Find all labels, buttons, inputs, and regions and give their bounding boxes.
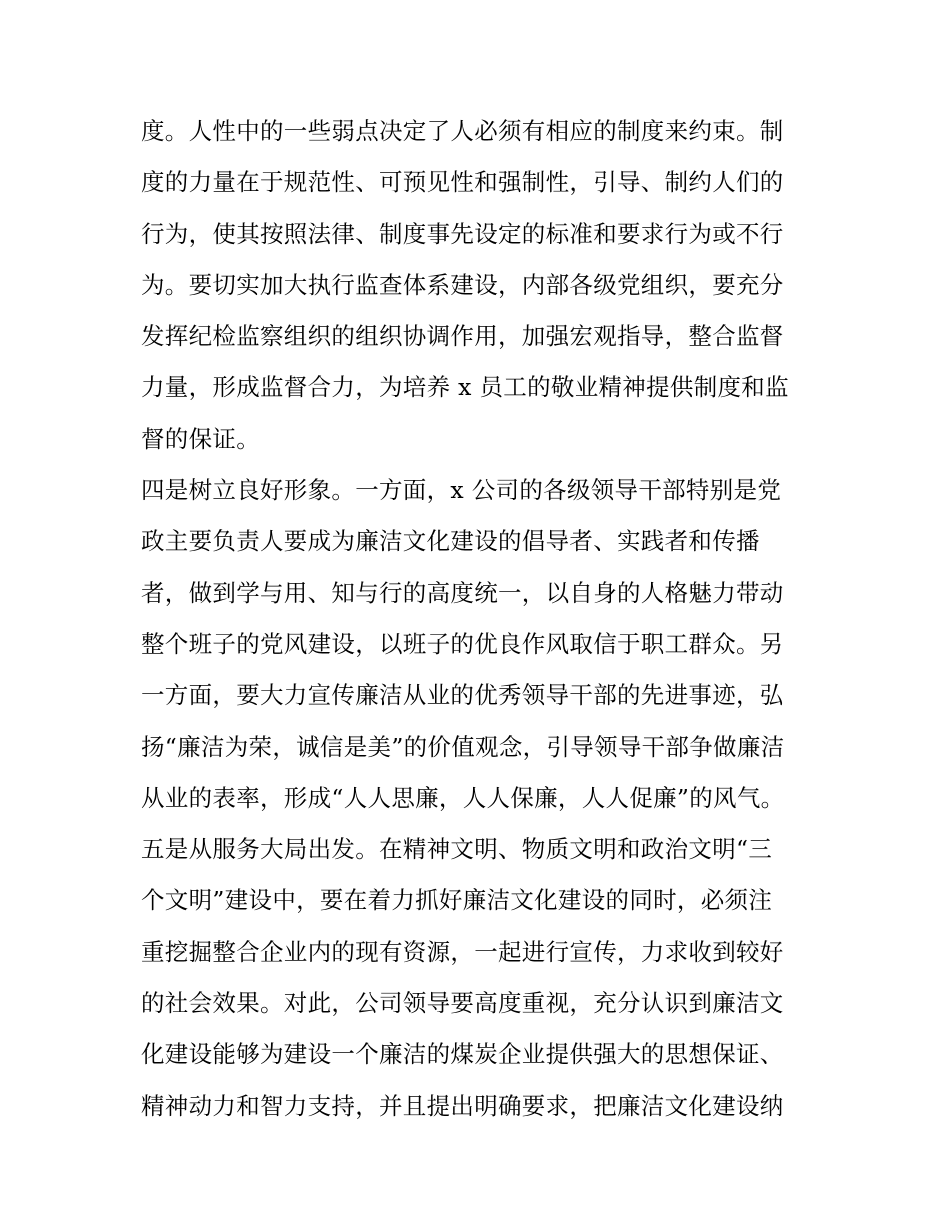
text-line: 的社会效果。对此，公司领导要高度重视，充分认识到廉洁文 — [141, 989, 784, 1018]
text-line: 从业的表率，形成“人人思廉，人人保廉，人人促廉”的风气。 — [141, 783, 785, 812]
text-line: 精神动力和智力支持，并且提出明确要求，把廉洁文化建设纳 — [141, 1091, 784, 1120]
text-line: 度。人性中的一些弱点决定了人必须有相应的制度来约束。制 — [141, 117, 784, 145]
text-line: 力量，形成监督合力，为培养 x 员工的敬业精神提供制度和监 — [141, 373, 789, 402]
text-line: 扬“廉洁为荣，诚信是美”的价值观念，引导领导干部争做廉洁 — [141, 732, 785, 761]
text-line: 督的保证。 — [141, 424, 260, 453]
text-line: 四是树立良好形象。一方面，x 公司的各级领导干部特别是党 — [141, 476, 782, 505]
text-line: 整个班子的党风建设，以班子的优良作风取信于职工群众。另 — [141, 629, 784, 658]
text-line: 者，做到学与用、知与行的高度统一，以自身的人格魅力带动 — [141, 578, 784, 607]
text-line: 为。要切实加大执行监查体系建设，内部各级党组织，要充分 — [141, 270, 784, 299]
text-line: 五是从服务大局出发。在精神文明、物质文明和政治文明“三 — [141, 835, 773, 864]
text-line: 发挥纪检监察组织的组织协调作用，加强宏观指导，整合监督 — [141, 322, 784, 351]
text-line: 行为，使其按照法律、制度事先设定的标准和要求行为或不行 — [141, 219, 784, 248]
text-line: 一方面，要大力宣传廉洁从业的优秀领导干部的先进事迹，弘 — [141, 681, 784, 710]
text-line: 化建设能够为建设一个廉洁的煤炭企业提供强大的思想保证、 — [141, 1040, 784, 1069]
text-line: 度的力量在于规范性、可预见性和强制性，引导、制约人们的 — [141, 168, 784, 197]
text-line: 重挖掘整合企业内的现有资源，一起进行宣传，力求收到较好 — [141, 937, 784, 966]
body-text — [141, 106, 821, 1132]
text-line: 政主要负责人要成为廉洁文化建设的倡导者、实践者和传播 — [141, 527, 760, 556]
text-line: 个文明”建设中，要在着力抓好廉洁文化建设的同时，必须注 — [141, 886, 773, 915]
